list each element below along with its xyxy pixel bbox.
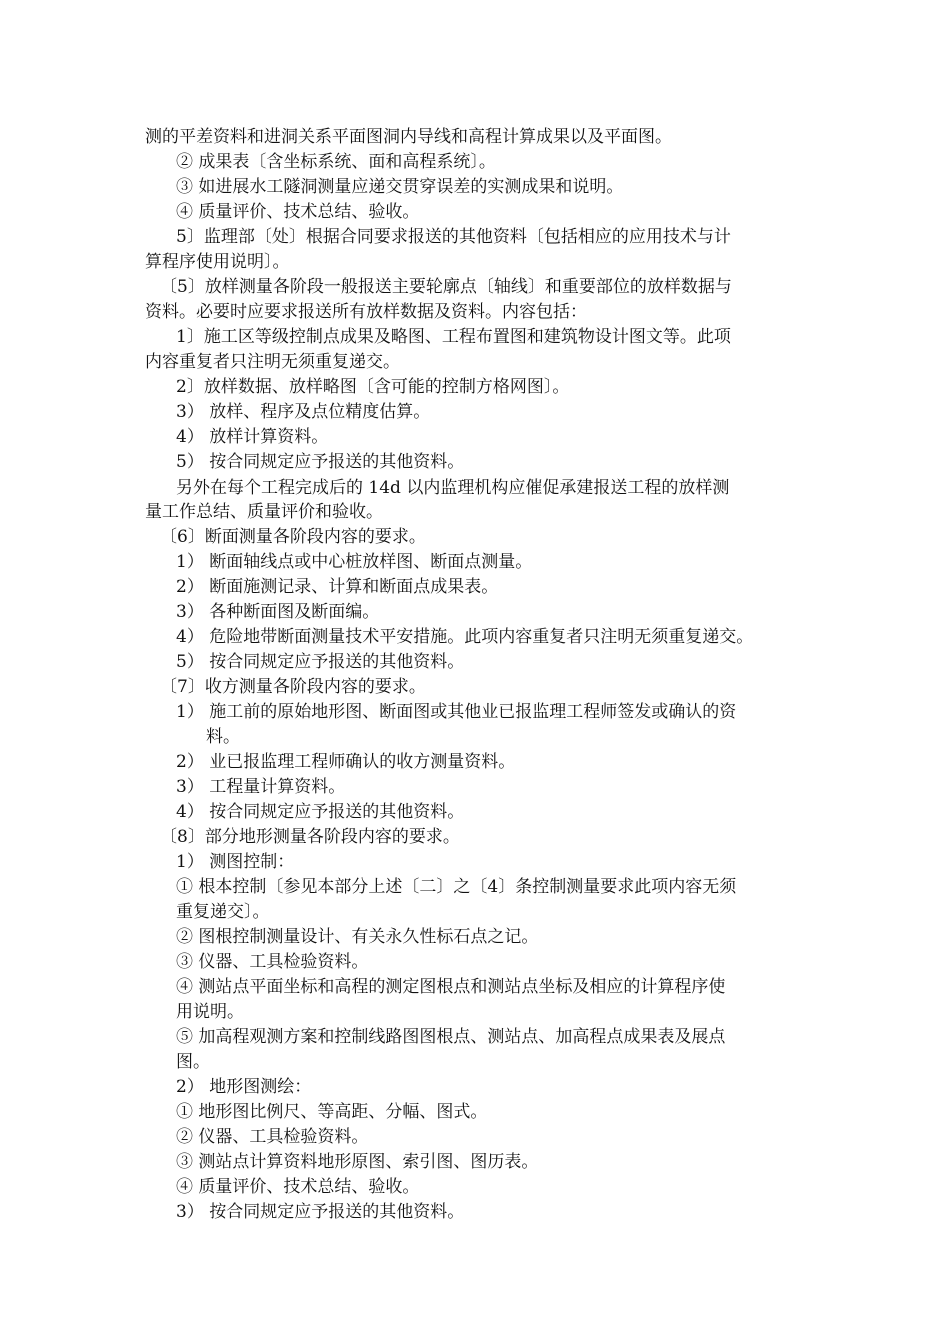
text-line: ② 成果表〔含坐标系统、面和高程系统〕。 [176, 152, 496, 172]
text-line: 资料。必要时应要求报送所有放样数据及资料。内容包括： [145, 302, 587, 322]
text-line: ② 图根控制测量设计、有关永久性标石点之记。 [176, 927, 539, 947]
text-line: ④ 测站点平面坐标和高程的测定图根点和测站点坐标及相应的计算程序使 [176, 977, 726, 997]
text-line: ④ 质量评价、技术总结、验收。 [176, 1177, 420, 1197]
text-line: 3） 按合同规定应予报送的其他资料。 [176, 1202, 465, 1222]
text-line: 测的平差资料和进洞关系平面图洞内导线和高程计算成果以及平面图。 [145, 127, 672, 147]
text-line: 1〕施工区等级控制点成果及略图、工程布置图和建筑物设计图文等。此项 [176, 327, 731, 347]
text-line: 〔7〕收方测量各阶段内容的要求。 [160, 677, 426, 697]
text-line: 3） 放样、程序及点位精度估算。 [176, 402, 431, 422]
text-line: 量工作总结、质量评价和验收。 [145, 502, 383, 522]
text-line: 1） 断面轴线点或中心桩放样图、断面点测量。 [176, 552, 533, 572]
text-line: 〔5〕放样测量各阶段一般报送主要轮廓点〔轴线〕和重要部位的放样数据与 [160, 277, 732, 297]
text-line: ③ 如进展水工隧洞测量应递交贯穿误差的实测成果和说明。 [176, 177, 624, 197]
text-line: ① 地形图比例尺、等高距、分幅、图式。 [176, 1102, 488, 1122]
text-line: 2） 断面施测记录、计算和断面点成果表。 [176, 577, 499, 597]
text-line: 重复递交〕。 [176, 902, 270, 922]
text-line: ③ 仪器、工具检验资料。 [176, 952, 369, 972]
text-line: 3） 各种断面图及断面编。 [176, 602, 380, 622]
text-line: 1） 测图控制： [176, 852, 295, 872]
text-line: 1） 施工前的原始地形图、断面图或其他业已报监理工程师签发或确认的资 [176, 702, 737, 722]
text-line: ⑤ 加高程观测方案和控制线路图图根点、测站点、加高程点成果表及展点 [176, 1027, 726, 1047]
text-line: ② 仪器、工具检验资料。 [176, 1127, 369, 1147]
text-line: 2） 业已报监理工程师确认的收方测量资料。 [176, 752, 516, 772]
text-line: ④ 质量评价、技术总结、验收。 [176, 202, 420, 222]
text-line: 图。 [176, 1052, 210, 1072]
text-line: 5〕监理部〔处〕根据合同要求报送的其他资料〔包括相应的应用技术与计 [176, 227, 731, 247]
text-line: 5） 按合同规定应予报送的其他资料。 [176, 652, 465, 672]
text-line: 2〕放样数据、放样略图〔含可能的控制方格网图〕。 [176, 377, 570, 397]
text-line: 料。 [206, 727, 240, 747]
text-line: 4） 按合同规定应予报送的其他资料。 [176, 802, 465, 822]
text-line: 〔6〕断面测量各阶段内容的要求。 [160, 527, 426, 547]
text-line: 5） 按合同规定应予报送的其他资料。 [176, 452, 465, 472]
text-line: 〔8〕部分地形测量各阶段内容的要求。 [160, 827, 460, 847]
text-line: ① 根本控制〔参见本部分上述〔二〕之〔4〕条控制测量要求此项内容无须 [176, 877, 737, 897]
text-line: 4） 危险地带断面测量技术平安措施。此项内容重复者只注明无须重复递交。 [176, 627, 754, 647]
text-line: ③ 测站点计算资料地形原图、索引图、图历表。 [176, 1152, 539, 1172]
text-line: 4） 放样计算资料。 [176, 427, 329, 447]
text-line: 2） 地形图测绘： [176, 1077, 312, 1097]
text-line: 另外在每个工程完成后的 14d 以内监理机构应催促承建报送工程的放样测 [176, 478, 730, 498]
text-line: 3） 工程量计算资料。 [176, 777, 346, 797]
text-line: 用说明。 [176, 1002, 244, 1022]
text-line: 算程序使用说明〕。 [145, 252, 290, 272]
text-line: 内容重复者只注明无须重复递交。 [145, 352, 400, 372]
